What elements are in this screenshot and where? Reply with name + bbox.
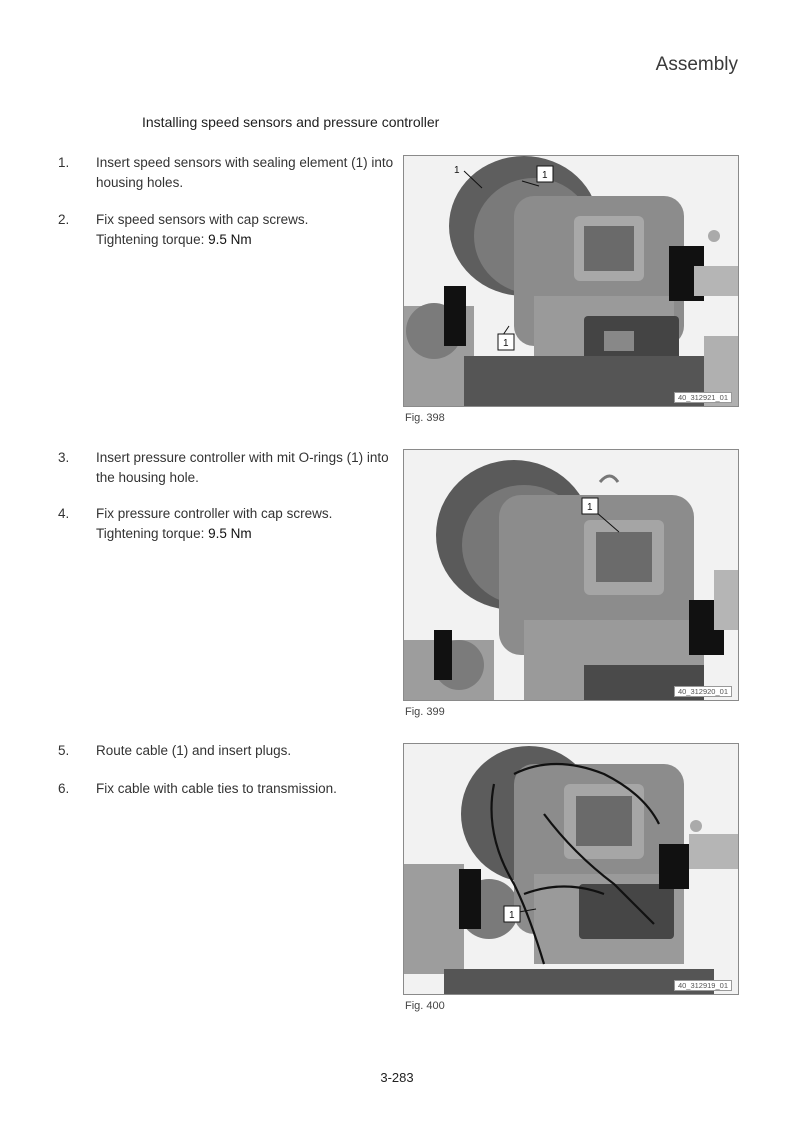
step-number: 6. — [58, 781, 70, 796]
callout-label: 1 — [542, 170, 548, 181]
callout-label: 1 — [509, 910, 515, 921]
step-text: Insert pressure controller with mit O-rings (1) into the housing hole. — [96, 450, 389, 485]
torque-label: Tightening torque: — [96, 525, 205, 541]
figure-400-image — [403, 743, 739, 995]
torque-value: 9.5 Nm — [208, 525, 252, 541]
step-number: 3. — [58, 450, 70, 465]
step-text: Fix cable with cable ties to transmission. — [96, 781, 337, 796]
callout-label: 1 — [454, 165, 460, 176]
figure-image-id: 40_312921_01 — [674, 392, 732, 403]
transmission-illustration — [404, 450, 738, 700]
subsection-title: Installing speed sensors and pressure controller — [142, 114, 440, 130]
figure-399-image — [403, 449, 739, 701]
figure-caption: Fig. 400 — [405, 1000, 445, 1012]
step-text: Fix pressure controller with cap screws. — [96, 506, 333, 521]
callout-label: 1 — [503, 338, 509, 349]
transmission-illustration — [404, 744, 738, 994]
step-text: Insert speed sensors with sealing element (1) into housing holes. — [96, 155, 394, 190]
figure-caption: Fig. 399 — [405, 706, 445, 718]
section-title: Assembly — [655, 54, 738, 75]
torque-spec — [96, 232, 252, 247]
figure-caption: Fig. 398 — [405, 412, 445, 424]
step-text: Fix speed sensors with cap screws. — [96, 212, 309, 227]
figure-image-id: 40_312920_01 — [674, 686, 732, 697]
step-text-block — [96, 210, 396, 249]
figure-image-id: 40_312919_01 — [674, 980, 732, 991]
page-number: 3-283 — [380, 1070, 414, 1085]
step-number: 5. — [58, 743, 70, 758]
torque-spec — [96, 526, 252, 541]
step-text: Route cable (1) and insert plugs. — [96, 743, 292, 758]
callout-label: 1 — [587, 502, 593, 513]
step-number: 4. — [58, 506, 70, 521]
step-number: 2. — [58, 212, 70, 227]
torque-value: 9.5 Nm — [208, 231, 252, 247]
step-number: 1. — [58, 155, 70, 170]
figure-398-image — [403, 155, 739, 407]
transmission-illustration — [404, 156, 738, 406]
torque-label: Tightening torque: — [96, 231, 205, 247]
step-text-block — [96, 504, 396, 543]
